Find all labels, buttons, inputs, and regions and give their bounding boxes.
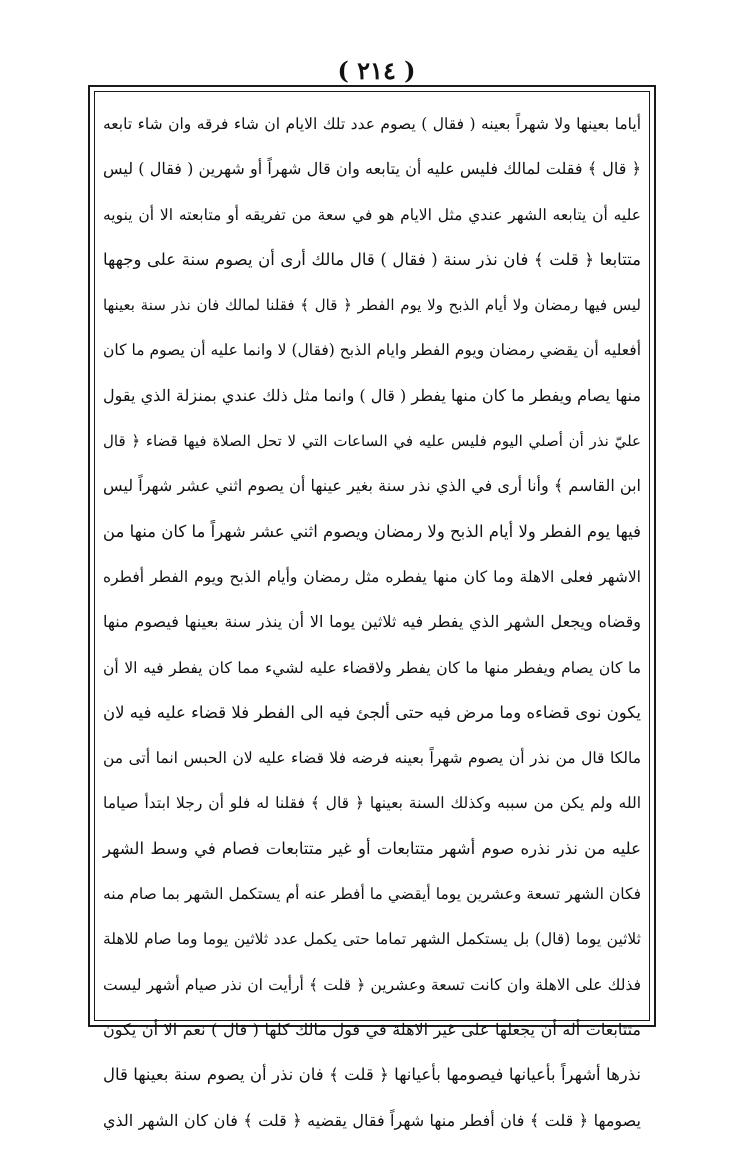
text-line: ابن القاسم ﴾ وأنا أرى في الذي نذر سنة بغير عينها أن يصوم اثني عشر شهراً ليس: [103, 476, 641, 496]
text-line: ﴿ قال ﴾ فقلت لمالك فليس عليه أن يتابعه وان قال شهراً أو شهرين ( فقال ) ليس: [103, 159, 641, 179]
text-line: مالكا قال من نذر أن يصوم شهراً بعينه فرضه فلا قضاء عليه لان الحبس انما أتى من: [103, 749, 641, 768]
text-line: وقضاه ويجعل الشهر الذي يفطر فيه ثلاثين يوما الا أن ينذر سنة بعينها فيصوم منها: [103, 612, 641, 632]
text-line: منها يصام ويفطر ما كان منها يفطر ( قال ) وانما مثل ذلك عندي بمنزلة الذي يقول: [103, 385, 641, 405]
text-line: عليه أن يتابعه الشهر عندي مثل الايام هو في سعة من تفريقه أو متابعته الا أن ينويه: [103, 205, 641, 224]
text-line: نذرها أشهراً بأعيانها فيصومها بأعيانها ﴿ قلت ﴾ فان نذر أن يصوم سنة بعينها قال: [103, 1065, 641, 1085]
text-line: عليّ نذر أن أصلي اليوم فليس عليه في الساعات التي لا تحل الصلاة فيها قضاء ﴿ قال: [103, 432, 641, 451]
text-body: [103, 108, 641, 1150]
text-line: يصومها ﴿ قلت ﴾ فان أفطر منها شهراً فقال يقضيه ﴿ قلت ﴾ فان كان الشهر الذي: [103, 1110, 641, 1130]
text-line: الله ولم يكن من سببه وكذلك السنة بعينها ﴿ قال ﴾ فقلنا له فلو أن رجلا ابتدأ صياما: [103, 794, 641, 813]
text-line: فذلك على الاهلة وان كانت تسعة وعشرين ﴿ قلت ﴾ أرأيت ان نذر صيام أشهر ليست: [103, 975, 641, 994]
text-line: متتابعا ﴿ قلت ﴾ فان نذر سنة ( فقال ) قال مالك أرى أن يصوم سنة على وجهها: [103, 249, 641, 269]
text-line: الاشهر فعلى الاهلة وما كان منها يفطره مثل رمضان وأيام الذبح ويوم الفطر أفطره: [103, 567, 641, 586]
page-inner-border: [94, 91, 650, 1130]
text-line: عليه من نذر نذره صوم أشهر متتابعات أو غير متتابعات فصام في وسط الشهر: [103, 838, 641, 858]
text-line: ليس فيها رمضان ولا أيام الذبح ولا يوم الفطر ﴿ قال ﴾ فقلنا لمالك فان نذر سنة بعينها: [103, 296, 641, 315]
text-line: أياما بعينها ولا شهراً بعينه ( فقال ) يصوم عدد تلك الايام ان شاء فرقه وان شاء تابعه: [103, 115, 641, 133]
page-number: ( ٢١٤ ): [337, 56, 416, 85]
text-line: ثلاثين يوما (قال) بل يستكمل الشهر تماما حتى يكمل عدد ثلاثين يوما وما صام للاهلة: [103, 930, 641, 949]
text-line: فيها يوم الفطر ولا أيام الذبح ولا رمضان ويصوم اثني عشر شهراً ما كان منها من: [102, 521, 641, 541]
text-line: فكان الشهر تسعة وعشرين يوما أيقضي ما أفطر عنه أم يستكمل الشهر بما صام منه: [103, 885, 641, 904]
text-line: متتابعات أله أن يجعلها على غير الاهلة في قول مالك كلها ( قال ) نعم الا أن يكون: [103, 1019, 641, 1039]
text-line: يكون نوى قضاءه وما مرض فيه حتى ألجئ فيه الى الفطر فلا قضاء عليه فيه لان: [103, 702, 641, 722]
text-line: أفعليه أن يقضي رمضان ويوم الفطر وايام الذبح (فقال) لا وانما عليه أن يصوم ما كان: [103, 341, 641, 360]
text-line: ما كان يصام ويفطر منها ما كان يفطر ولاقضاء عليه لشيء مما كان يفطر فيه الا أن: [103, 658, 641, 677]
